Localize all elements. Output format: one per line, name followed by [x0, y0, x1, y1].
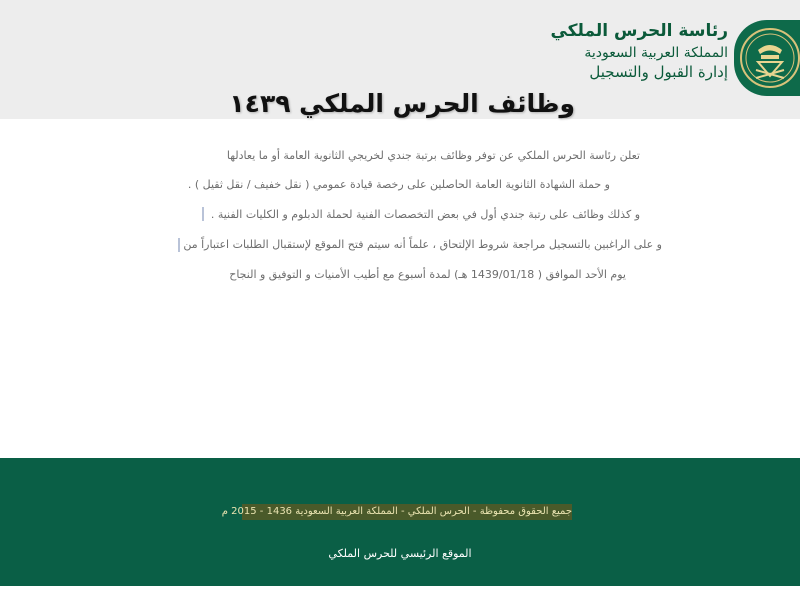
copyright-text: جميع الحقوق محفوظة - الحرس الملكي - المملكة العربية السعودية 1436 - 2015 م — [242, 504, 572, 520]
page-title: وظائف الحرس الملكي ١٤٣٩ — [229, 89, 575, 118]
org-department: إدارة القبول والتسجيل — [589, 63, 728, 81]
org-name: رئاسة الحرس الملكي — [550, 21, 728, 41]
site-footer — [0, 458, 800, 586]
text-cursor-marker — [178, 238, 180, 252]
announcement-line: و كذلك وظائف على رتبة جندي أول في بعض التخصصات الفنية لحملة الدبلوم و الكليات الفنية . — [210, 208, 640, 221]
royal-guard-emblem-icon — [734, 20, 800, 96]
org-country: المملكة العربية السعودية — [584, 45, 728, 61]
announcement-line: يوم الأحد الموافق ( 1439/01/18 هـ) لمدة أسبوع مع أطيب الأمنيات و التوفيق و النجاح — [229, 268, 626, 281]
announcement-line: تعلن رئاسة الحرس الملكي عن توفر وظائف برتبة جندي لخريجي الثانوية العامة أو ما يعادلها — [226, 149, 640, 162]
main-site-link[interactable]: الموقع الرئيسي للحرس الملكي — [328, 547, 472, 560]
announcement-line: و حملة الشهادة الثانوية العامة الحاصلين على رخصة قيادة عمومي ( نقل خفيف / نقل ثقيل ) . — [187, 178, 610, 191]
org-title-block — [468, 18, 728, 82]
page-bottom-strip — [0, 586, 800, 600]
announcement-line: و على الراغبين بالتسجيل مراجعة شروط الإلتحاق ، علماً أنه سيتم فتح الموقع لإستقبال الطلبات اعتباراً من — [183, 238, 662, 251]
text-cursor-marker — [202, 207, 204, 221]
